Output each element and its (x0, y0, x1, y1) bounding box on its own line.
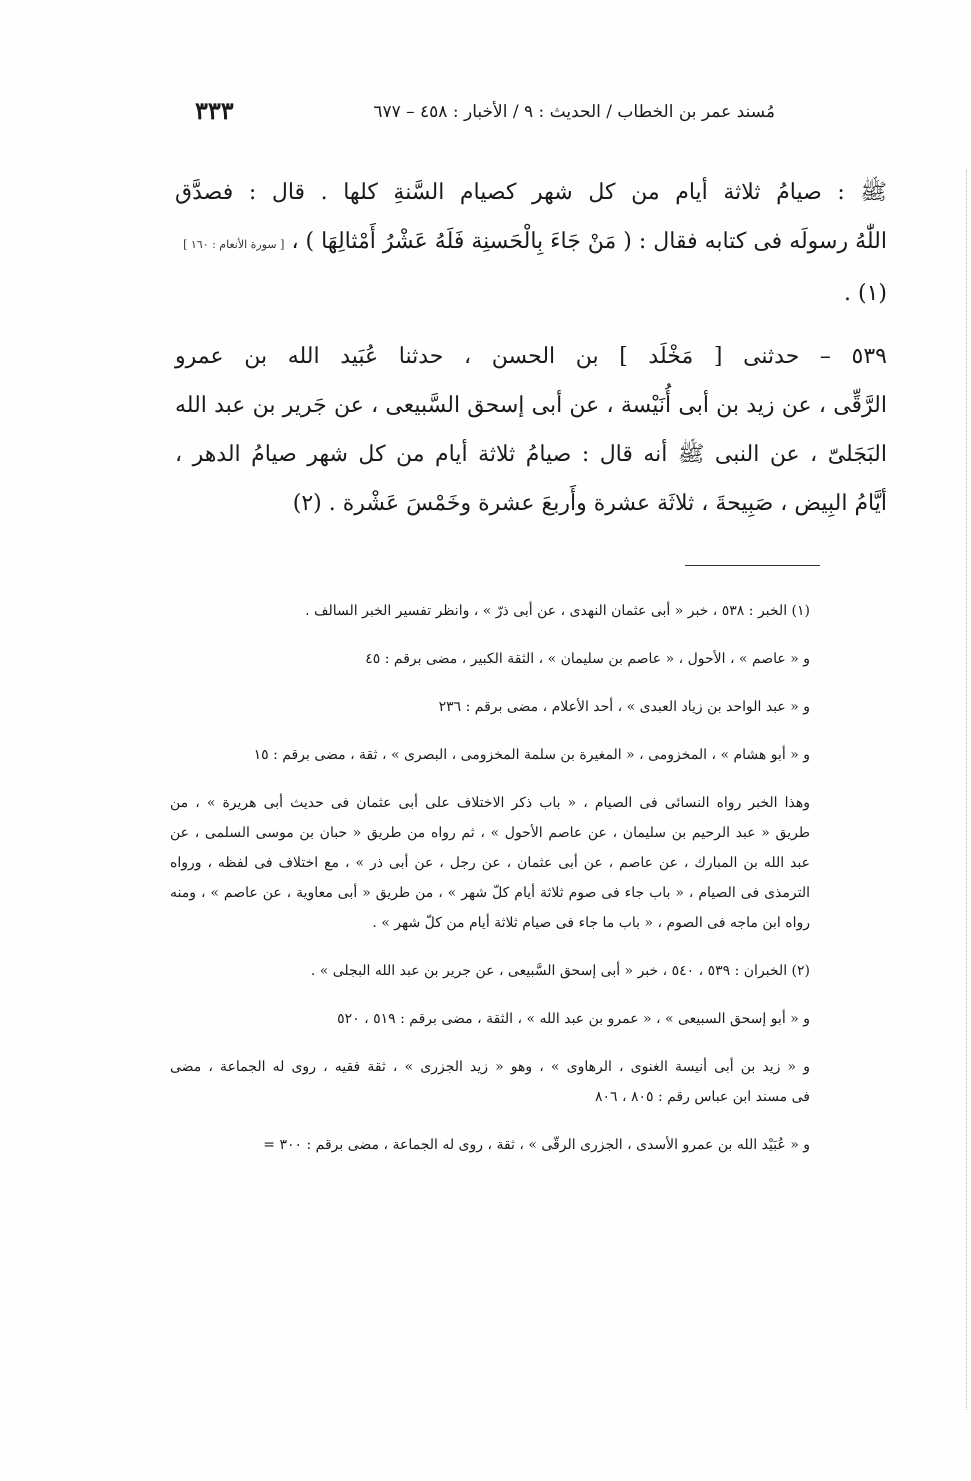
text-line: أيَّامُ البِيض ، صَبِيحةَ ، ثلاثَة عشرة وأَربعَ عشرة وخَمْسَ عَشْرة . (٢) (292, 491, 887, 516)
running-title: مُسند عمر بن الخطاب / الحديث : ٩ / الأخبار : ٤٥٨ – ٦٧٧ (373, 102, 775, 122)
footnote-line: عبد الله بن المبارك ، عن عاصم ، عن أبى عثمان ، عن رجل ، عن أبى ذر » ، مع اختلاف فى لفظه ، ورواه (170, 855, 810, 871)
footnote-line: و « زيد بن أبى أنيسة الغنوى ، الرهاوى » ، وهو « زيد الجزرى » ، ثقة فقيه ، روى له الجماعة ، مضى (170, 1059, 810, 1075)
text-line: ﷺ : صيامُ ثلاثة أيام من كل شهر كصيام السَّنةِ كلها . قال : فصدَّق (175, 180, 887, 205)
text-line: ٥٣٩ – حدثنى [ مَخْلَد ] بن الحسن ، حدثنا عُبَيد الله بن عمرو (175, 344, 887, 369)
scan-edge (965, 170, 967, 1410)
quran-citation: [ سورة الأنعام : ١٦٠ ] (183, 238, 285, 251)
footnote-line: و « أبو إسحق السبيعى » ، « عمرو بن عبد الله » ، الثقة ، مضى برقم : ٥١٩ ، ٥٢٠ (337, 1011, 810, 1027)
text-line (175, 217, 887, 269)
footnote-line: وهذا الخبر رواه النسائى فى الصيام ، « باب ذكر الاختلاف على أبى عثمان فى حديث أبى هريرة » ، من (170, 795, 810, 811)
hadith-539 (175, 332, 887, 528)
footnote-line: (٢) الخبران : ٥٣٩ ، ٥٤٠ ، خبر « أبى إسحق السَّبيعى ، عن جرير بن عبد الله البجلى » . (310, 963, 810, 979)
hadith-538-continuation (175, 168, 887, 318)
page-number: ٣٣٣ (195, 96, 234, 125)
text-line: الرَّقِّى ، عن زيد بن أبى أُنَيْسة ، عن أبى إسحق السَّبيعى ، عن جَرير بن عبد الله (175, 393, 887, 418)
text-line: البَجَلىّ ، عن النبى ﷺ أنه قال : صيامُ ثلاثة أيام من كل شهر صيامُ الدهر ، (175, 442, 887, 467)
page-header (195, 96, 775, 126)
footnote-line: و « عبد الواحد بن زياد العبدى » ، أحد الأعلام ، مضى برقم : ٢٣٦ (438, 699, 810, 715)
footnote-line: رواه ابن ماجه فى الصوم ، « باب ما جاء فى صيام ثلاثة أيام من كلّ شهر » . (372, 915, 810, 931)
footnotes (170, 596, 810, 1160)
footnote-divider (685, 565, 820, 566)
footnote-line: فى مسند ابن عباس رقم : ٨٠٥ ، ٨٠٦ (594, 1089, 810, 1105)
footnote-line: و « عُبَيْد الله بن عمرو الأسدى ، الجزرى الرقّى » ، ثقة ، روى له الجماعة ، مضى برقم : ٣٠٠ = (263, 1137, 810, 1153)
footnote-line: و « عاصم » ، الأحول ، « عاصم بن سليمان » ، الثقة الكبير ، مضى برقم : ٤٥ (365, 651, 810, 667)
text-line-segment: اللّٰهُ رسولَه فى كتابه فقال : ( مَنْ جَاءَ بِالْحَسنِة فَلَهُ عَشْرُ أَمْثالِهَا ) ، (291, 229, 887, 254)
footnote-line: (١) الخبر : ٥٣٨ ، خبر « أبى عثمان النهدى ، عن أبى ذرّ » ، وانظر تفسير الخبر السالف . (305, 603, 810, 619)
footnote-line: الترمذى فى الصيام ، « باب جاء فى صوم ثلاثة أيام كلّ شهر » ، من طريق « أبى معاوية ، عن عاصم » ، ومنه (170, 885, 810, 901)
footnote-line: طريق « عبد الرحيم بن سليمان ، عن عاصم الأحول » ، ثم رواه من طريق « حبان بن موسى السلمى ، عن (170, 825, 810, 841)
footnote-line: و « أبو هشام » ، المخزومى ، « المغيرة بن سلمة المخزومى ، البصرى » ، ثقة ، مضى برقم : ١٥ (253, 747, 810, 763)
footnote-marker-1: (١) . (844, 281, 887, 306)
